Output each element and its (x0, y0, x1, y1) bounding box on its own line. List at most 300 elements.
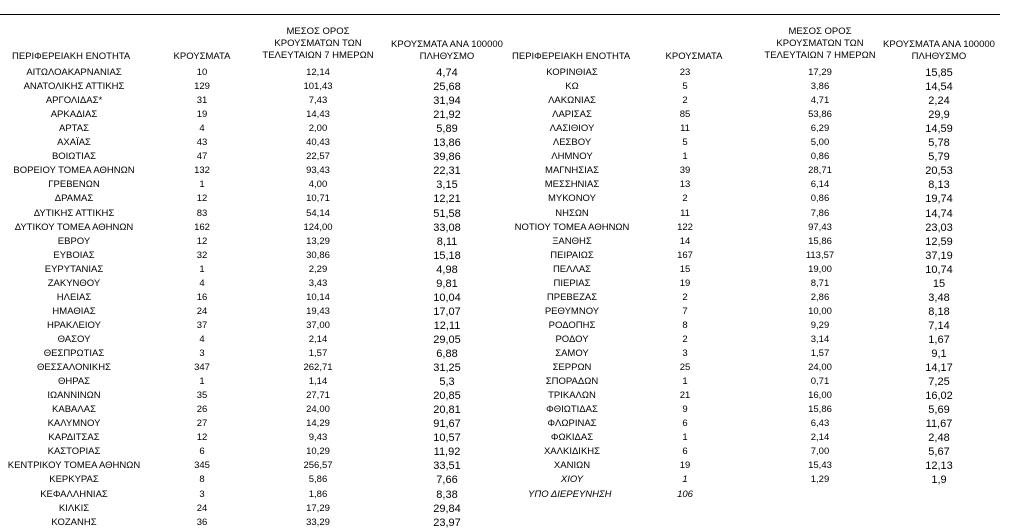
top-rule (0, 14, 1000, 15)
avg7-cell: 5,86 (308, 474, 328, 486)
cases-cell: 6 (682, 418, 688, 430)
cases-cell: 1 (199, 179, 205, 191)
per100k-cell: 20,85 (433, 390, 461, 403)
region-cell: ΑΧΑΪΑΣ (57, 137, 91, 149)
table-row (0, 235, 1010, 249)
cases-cell: 32 (196, 249, 208, 261)
region-cell: ΠΡΕΒΕΖΑΣ (546, 291, 598, 303)
cases-cell: 43 (196, 137, 208, 149)
per100k-cell: 5,3 (439, 376, 455, 389)
region-cell: ΒΟΙΩΤΙΑΣ (51, 151, 97, 163)
per100k-cell: 91,67 (433, 418, 461, 431)
cases-cell: 2 (682, 333, 688, 345)
avg7-cell: 3,86 (810, 81, 830, 93)
per100k-cell: 21,92 (433, 109, 461, 122)
header-avg7-line3: ΤΕΛΕΥΤΑΙΩΝ 7 ΗΜΕΡΩΝ (262, 50, 374, 61)
per100k-cell: 39,86 (433, 151, 461, 164)
table-row (0, 80, 1010, 94)
region-cell: ΕΒΡΟΥ (57, 235, 91, 247)
cases-cell: 2 (682, 193, 688, 205)
per100k-cell: 13,86 (433, 137, 461, 150)
table-row (0, 319, 1010, 333)
avg7-cell: 24,00 (306, 404, 330, 416)
header-per100k-line1: ΚΡΟΥΣΜΑΤΑ ΑΝΑ 100000 (391, 39, 503, 50)
header-cases-left: ΚΡΟΥΣΜΑΤΑ (173, 51, 231, 62)
cases-cell: 27 (196, 418, 208, 430)
per100k-cell: 3,48 (928, 291, 950, 304)
region-cell: ΧΙΟΥ (560, 474, 584, 486)
region-cell: ΚΟΖΑΝΗΣ (51, 516, 97, 528)
region-cell: ΚΩ (565, 81, 579, 93)
region-cell: ΑΡΚΑΔΙΑΣ (50, 109, 98, 121)
region-cell: ΕΥΡΥΤΑΝΙΑΣ (44, 263, 104, 275)
table-row (0, 66, 1010, 80)
avg7-cell: 17,29 (808, 67, 832, 78)
table-row (0, 445, 1010, 459)
per100k-cell: 15,85 (925, 67, 953, 79)
avg7-cell: 6,14 (810, 179, 830, 191)
cases-cell: 13 (679, 179, 691, 191)
header-per100k-right (876, 39, 1002, 63)
avg7-cell: 22,57 (306, 151, 330, 163)
avg7-cell: 14,43 (306, 109, 330, 121)
avg7-cell: 12,14 (306, 67, 330, 78)
cases-cell: 2 (682, 95, 688, 107)
per100k-cell: 5,79 (928, 151, 950, 164)
cases-cell: 14 (679, 235, 691, 247)
per100k-cell: 37,19 (925, 249, 953, 262)
avg7-cell: 1,86 (308, 488, 328, 500)
avg7-cell: 10,00 (808, 305, 832, 317)
avg7-cell: 2,00 (308, 123, 328, 135)
region-cell: ΡΟΔΟΥ (555, 333, 589, 345)
region-cell: ΓΡΕΒΕΝΩΝ (48, 179, 100, 191)
header-per100k-left (384, 39, 510, 63)
table-row (0, 108, 1010, 122)
region-cell: ΘΗΡΑΣ (57, 376, 91, 388)
per100k-cell: 15,18 (433, 249, 461, 262)
region-cell: ΑΡΓΟΛΙΔΑΣ* (45, 95, 103, 107)
region-cell: ΡΟΔΟΠΗΣ (548, 319, 596, 331)
table-row (0, 431, 1010, 445)
cases-cell: 24 (196, 305, 208, 317)
avg7-cell: 19,00 (808, 263, 832, 275)
per100k-cell: 12,21 (433, 193, 461, 206)
region-cell: ΣΠΟΡΑΔΩΝ (545, 376, 599, 388)
per100k-cell: 7,25 (928, 376, 950, 389)
region-cell: ΦΛΩΡΙΝΑΣ (547, 418, 597, 430)
per100k-cell: 8,13 (928, 179, 950, 192)
region-cell: ΚΙΛΚΙΣ (58, 502, 90, 514)
region-cell: ΗΡΑΚΛΕΙΟΥ (47, 319, 101, 331)
per100k-cell: 11,92 (433, 446, 461, 459)
header-avg7-line1: ΜΕΣΟΣ ΟΡΟΣ (286, 26, 350, 37)
region-cell: ΗΜΑΘΙΑΣ (52, 305, 96, 317)
table-row (0, 277, 1010, 291)
cases-cell: 5 (682, 81, 688, 93)
cases-cell: 4 (199, 123, 205, 135)
cases-cell: 11 (680, 207, 690, 219)
region-cell: ΞΑΝΘΗΣ (552, 235, 592, 247)
cases-cell: 167 (677, 249, 693, 261)
header-per100k-line2: ΠΛΗΘΥΣΜΟ (911, 51, 967, 62)
per100k-cell: 4,74 (436, 67, 458, 79)
table-row (0, 417, 1010, 431)
cases-cell: 9 (682, 404, 688, 416)
per100k-cell: 8,11 (436, 235, 458, 248)
avg7-cell: 40,43 (306, 137, 330, 149)
region-cell: ΘΑΣΟΥ (57, 333, 91, 345)
header-avg7-line3: ΤΕΛΕΥΤΑΙΩΝ 7 ΗΜΕΡΩΝ (764, 50, 876, 61)
avg7-cell: 101,43 (303, 81, 333, 93)
per100k-cell: 14,59 (925, 123, 953, 136)
per100k-cell: 23,97 (433, 516, 461, 529)
cases-cell: 10 (196, 67, 208, 78)
region-cell: ΣΕΡΡΩΝ (552, 362, 592, 374)
per100k-cell: 5,67 (928, 446, 950, 459)
per100k-cell: 9,81 (436, 277, 458, 290)
avg7-cell: 262,71 (303, 362, 333, 374)
region-cell: ΔΥΤΙΚΗΣ ΑΤΤΙΚΗΣ (33, 207, 115, 219)
region-cell: ΔΡΑΜΑΣ (54, 193, 94, 205)
per100k-cell: 8,38 (436, 488, 458, 501)
region-cell: ΦΩΚΙΔΑΣ (550, 432, 594, 444)
per100k-cell: 12,11 (433, 319, 461, 332)
header-per100k-line2: ΠΛΗΘΥΣΜΟ (419, 51, 475, 62)
per100k-cell: 1,67 (928, 333, 950, 346)
cases-cell: 132 (194, 165, 210, 177)
region-cell: ΒΟΡΕΙΟΥ ΤΟΜΕΑ ΑΘΗΝΩΝ (13, 165, 135, 177)
region-cell: ΔΥΤΙΚΟΥ ΤΟΜΕΑ ΑΘΗΝΩΝ (14, 221, 134, 233)
avg7-cell: 2,86 (810, 291, 830, 303)
per100k-cell: 16,02 (925, 390, 953, 403)
header-avg7-line2: ΚΡΟΥΣΜΑΤΩΝ ΤΩΝ (274, 38, 362, 49)
per100k-cell: 4,98 (436, 263, 458, 276)
per100k-cell: 10,04 (433, 291, 461, 304)
per100k-cell: 22,31 (433, 165, 461, 178)
avg7-cell: 2,14 (810, 432, 830, 444)
region-cell: ΠΕΛΛΑΣ (552, 263, 592, 275)
table-row (0, 347, 1010, 361)
region-cell: ΠΙΕΡΙΑΣ (553, 277, 591, 289)
cases-cell: 1 (199, 376, 205, 388)
avg7-cell: 27,71 (306, 390, 330, 402)
per100k-cell: 15 (932, 277, 946, 290)
region-cell: ΛΗΜΝΟΥ (551, 151, 593, 163)
table-row (0, 192, 1010, 206)
avg7-cell: 37,00 (306, 319, 330, 331)
header-avg7-right (760, 26, 880, 62)
table-row (0, 473, 1010, 487)
per100k-cell: 20,53 (925, 165, 953, 178)
cases-cell: 12 (196, 235, 208, 247)
cases-cell: 8 (682, 319, 688, 331)
region-cell: ΜΑΓΝΗΣΙΑΣ (545, 165, 599, 177)
avg7-cell: 6,29 (810, 123, 830, 135)
per100k-cell: 12,59 (925, 235, 953, 248)
region-cell: ΚΑΡΔΙΤΣΑΣ (48, 432, 100, 444)
region-cell: ΚΕΦΑΛΛΗΝΙΑΣ (40, 488, 108, 500)
region-cell: ΑΡΤΑΣ (59, 123, 89, 135)
avg7-cell: 14,29 (306, 418, 330, 430)
table-row (0, 178, 1010, 192)
region-cell: ΧΑΝΙΩΝ (553, 460, 591, 472)
avg7-cell: 10,71 (306, 193, 330, 205)
per100k-cell: 20,81 (433, 404, 461, 417)
region-cell: ΖΑΚΥΝΘΟΥ (47, 277, 101, 289)
per100k-cell: 7,66 (436, 474, 458, 487)
per100k-cell: 19,74 (925, 193, 953, 206)
per100k-cell: 14,17 (925, 362, 953, 375)
table-row (0, 249, 1010, 263)
avg7-cell: 19,43 (306, 305, 330, 317)
region-cell: ΜΥΚΟΝΟΥ (548, 193, 596, 205)
per100k-cell: 31,25 (433, 362, 461, 375)
table-row (0, 221, 1010, 235)
per100k-cell: 2,24 (928, 95, 950, 108)
cases-cell: 83 (196, 207, 208, 219)
region-cell: ΚΟΡΙΝΘΙΑΣ (546, 67, 598, 78)
region-cell: ΥΠΟ ΔΙΕΡΕΥΝΗΣΗ (528, 488, 612, 500)
header-region-left: ΠΕΡΙΦΕΡΕΙΑΚΗ ΕΝΟΤΗΤΑ (12, 51, 131, 62)
table-row (0, 207, 1010, 221)
cases-cell: 16 (196, 291, 208, 303)
table-row (0, 136, 1010, 150)
avg7-cell: 15,86 (808, 404, 832, 416)
cases-cell: 8 (199, 474, 205, 486)
cases-cell: 3 (682, 348, 688, 359)
avg7-cell: 2,14 (308, 333, 328, 345)
region-cell: ΤΡΙΚΑΛΩΝ (548, 390, 596, 402)
avg7-cell: 7,00 (810, 446, 830, 458)
per100k-cell: 14,54 (925, 81, 953, 94)
table-row (0, 459, 1010, 473)
avg7-cell: 13,29 (306, 235, 330, 247)
table-row (0, 502, 1010, 516)
cases-cell: 19 (679, 460, 691, 472)
per100k-cell: 14,74 (925, 207, 953, 220)
per100k-cell: 10,74 (925, 263, 953, 276)
cases-cell: 3 (199, 488, 205, 500)
cases-cell: 129 (194, 81, 210, 93)
per100k-cell: 11,67 (925, 418, 953, 431)
avg7-cell: 1,14 (308, 376, 328, 388)
header-region-right: ΠΕΡΙΦΕΡΕΙΑΚΗ ΕΝΟΤΗΤΑ (512, 51, 631, 62)
avg7-cell: 9,29 (810, 319, 830, 331)
table-row (0, 389, 1010, 403)
avg7-cell: 1,57 (308, 348, 328, 359)
header-cases-right: ΚΡΟΥΣΜΑΤΑ (665, 51, 723, 62)
region-cell: ΝΟΤΙΟΥ ΤΟΜΕΑ ΑΘΗΝΩΝ (514, 221, 630, 233)
cases-cell: 162 (194, 221, 210, 233)
per100k-cell: 1,9 (931, 474, 947, 487)
per100k-cell: 5,78 (928, 137, 950, 150)
avg7-cell: 9,43 (308, 432, 328, 444)
cases-cell: 6 (199, 446, 205, 458)
avg7-cell: 6,43 (810, 418, 830, 430)
cases-cell: 3 (199, 348, 205, 359)
per100k-cell: 33,08 (433, 221, 461, 234)
avg7-cell: 256,57 (303, 460, 333, 472)
per100k-cell: 5,69 (928, 404, 950, 417)
per100k-cell: 8,18 (928, 305, 950, 318)
cases-cell: 5 (682, 137, 688, 149)
header-avg7-line2: ΚΡΟΥΣΜΑΤΩΝ ΤΩΝ (776, 38, 864, 49)
cases-cell: 7 (682, 305, 688, 317)
per100k-cell: 29,9 (928, 109, 950, 122)
region-cell: ΦΘΙΩΤΙΔΑΣ (546, 404, 598, 416)
region-cell: ΚΑΣΤΟΡΙΑΣ (47, 446, 101, 458)
region-cell: ΑΝΑΤΟΛΙΚΗΣ ΑΤΤΙΚΗΣ (23, 81, 125, 93)
table-row (0, 403, 1010, 417)
avg7-cell: 53,86 (808, 109, 832, 121)
cases-cell: 12 (196, 432, 208, 444)
avg7-cell: 1,29 (810, 474, 830, 486)
per100k-cell: 29,84 (433, 502, 461, 515)
avg7-cell: 0,86 (810, 151, 830, 163)
cases-cell: 85 (679, 109, 691, 121)
avg7-cell: 3,43 (308, 277, 328, 289)
cases-cell: 1 (682, 432, 688, 444)
avg7-cell: 28,71 (808, 165, 832, 177)
cases-cell: 1 (199, 263, 205, 275)
cases-cell: 26 (196, 404, 208, 416)
per100k-cell: 33,51 (433, 460, 461, 473)
region-cell: ΛΑΚΩΝΙΑΣ (548, 95, 596, 107)
cases-cell: 347 (194, 362, 210, 374)
region-cell: ΛΑΣΙΘΙΟΥ (549, 123, 595, 135)
region-cell: ΜΕΣΣΗΝΙΑΣ (544, 179, 600, 191)
region-cell: ΠΕΙΡΑΙΩΣ (550, 249, 594, 261)
avg7-cell: 54,14 (306, 207, 330, 219)
region-cell: ΝΗΣΩΝ (555, 207, 589, 219)
table-row (0, 263, 1010, 277)
table-row (0, 305, 1010, 319)
avg7-cell: 0,86 (810, 193, 830, 205)
cases-cell: 11 (680, 123, 690, 135)
region-cell: ΚΕΝΤΡΙΚΟΥ ΤΟΜΕΑ ΑΘΗΝΩΝ (7, 460, 141, 472)
avg7-cell: 10,29 (306, 446, 330, 458)
table-row (0, 488, 1010, 502)
cases-cell: 6 (682, 446, 688, 458)
per100k-cell: 10,57 (433, 432, 461, 445)
cases-cell: 106 (677, 488, 693, 500)
per100k-cell: 25,68 (433, 81, 461, 94)
region-cell: ΚΑΛΥΜΝΟΥ (47, 418, 101, 430)
per100k-cell: 17,07 (433, 305, 461, 318)
cases-cell: 25 (679, 362, 691, 374)
avg7-cell: 8,71 (810, 277, 830, 289)
cases-cell: 35 (196, 390, 208, 402)
table-row (0, 375, 1010, 389)
cases-cell: 4 (199, 277, 205, 289)
per100k-cell: 2,48 (928, 432, 950, 445)
avg7-cell: 124,00 (303, 221, 333, 233)
avg7-cell: 17,29 (306, 502, 330, 514)
avg7-cell: 97,43 (808, 221, 832, 233)
cases-cell: 1 (682, 151, 688, 163)
region-cell: ΣΑΜΟΥ (555, 348, 589, 359)
cases-cell: 12 (196, 193, 208, 205)
avg7-cell: 4,00 (308, 179, 328, 191)
per100k-cell: 5,89 (436, 123, 458, 136)
avg7-cell: 15,43 (808, 460, 832, 472)
cases-cell: 4 (199, 333, 205, 345)
cases-cell: 1 (682, 376, 688, 388)
region-cell: ΕΥΒΟΙΑΣ (53, 249, 95, 261)
cases-cell: 19 (196, 109, 208, 121)
region-cell: ΚΕΡΚΥΡΑΣ (49, 474, 99, 486)
avg7-cell: 7,86 (810, 207, 830, 219)
cases-cell: 24 (196, 502, 208, 514)
cases-cell: 47 (196, 151, 208, 163)
table-row (0, 150, 1010, 164)
region-cell: ΧΑΛΚΙΔΙΚΗΣ (543, 446, 601, 458)
header-per100k-line1: ΚΡΟΥΣΜΑΤΑ ΑΝΑ 100000 (883, 39, 995, 50)
cases-cell: 1 (682, 474, 688, 486)
table-row (0, 333, 1010, 347)
avg7-cell: 1,57 (810, 348, 830, 359)
per100k-cell: 3,15 (436, 179, 458, 192)
avg7-cell: 10,14 (306, 291, 330, 303)
region-cell: ΘΕΣΣΑΛΟΝΙΚΗΣ (37, 362, 111, 374)
cases-cell: 19 (679, 277, 691, 289)
cases-cell: 345 (194, 460, 210, 472)
table-row (0, 122, 1010, 136)
avg7-cell: 33,29 (306, 516, 330, 528)
per100k-cell: 12,13 (925, 460, 953, 473)
table-row (0, 164, 1010, 178)
table-row (0, 94, 1010, 108)
per100k-cell: 29,05 (433, 333, 461, 346)
cases-cell: 15 (679, 263, 691, 275)
avg7-cell: 30,86 (306, 249, 330, 261)
cases-cell: 21 (679, 390, 691, 402)
cases-cell: 122 (677, 221, 693, 233)
avg7-cell: 16,00 (808, 390, 832, 402)
per100k-cell: 31,94 (433, 95, 461, 108)
table-row (0, 516, 1010, 530)
region-cell: ΛΑΡΙΣΑΣ (552, 109, 592, 121)
cases-cell: 37 (196, 319, 208, 331)
avg7-cell: 0,71 (810, 376, 830, 388)
cases-cell: 31 (196, 95, 208, 107)
avg7-cell: 15,86 (808, 235, 832, 247)
avg7-cell: 3,14 (810, 333, 830, 345)
avg7-cell: 4,71 (810, 95, 830, 107)
avg7-cell: 113,57 (805, 249, 835, 261)
per100k-cell: 51,58 (433, 207, 461, 220)
header-avg7-left (258, 26, 378, 62)
region-cell: ΙΩΑΝΝΙΝΩΝ (47, 390, 101, 402)
header-avg7-line1: ΜΕΣΟΣ ΟΡΟΣ (788, 26, 852, 37)
region-cell: ΑΙΤΩΛΟΑΚΑΡΝΑΝΙΑΣ (26, 67, 122, 78)
cases-cell: 36 (196, 516, 208, 528)
per100k-cell: 23,03 (925, 221, 953, 234)
region-cell: ΚΑΒΑΛΑΣ (52, 404, 96, 416)
avg7-cell: 93,43 (306, 165, 330, 177)
per100k-cell: 9,1 (931, 348, 947, 360)
avg7-cell: 2,29 (308, 263, 328, 275)
table-row (0, 291, 1010, 305)
per100k-cell: 6,88 (436, 348, 458, 360)
avg7-cell: 7,43 (308, 95, 328, 107)
region-cell: ΗΛΕΙΑΣ (56, 291, 92, 303)
region-cell: ΡΕΘΥΜΝΟΥ (544, 305, 600, 317)
cases-cell: 23 (679, 67, 691, 78)
avg7-cell: 24,00 (808, 362, 832, 374)
cases-cell: 2 (682, 291, 688, 303)
